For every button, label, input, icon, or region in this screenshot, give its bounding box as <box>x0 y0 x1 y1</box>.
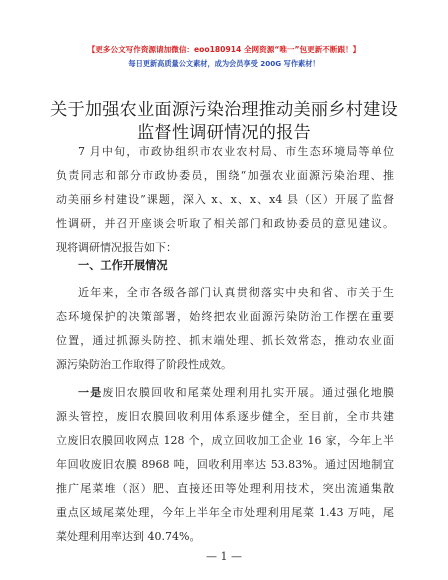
section1-para2-line-5: 推广尾菜堆（沤）肥、直接还田等处理利用技术，突出流通集散 <box>56 482 394 495</box>
section1-para1-line-2: 态环境保护的决策部署，始终把农业面源污染防治工作摆在重要 <box>56 310 394 323</box>
promo-banner-line-1: 【更多公文写作资源请加微信：eoo180914 全网资源“唯一”包更新不断跟！】 <box>87 45 361 54</box>
intro-line-2: 负责同志和部分市政协委员，围绕“加强农业面源污染治理、推 <box>56 169 394 182</box>
page-number: — 1 — <box>206 550 242 563</box>
document-title-line-2: 监督性调研情况的报告 <box>137 123 311 143</box>
section1-para2-line-4: 年回收废旧农膜 8968 吨，回收利用率达 53.83%。通过因地制宜 <box>56 458 394 471</box>
document-title-line-1: 关于加强农业面源污染治理推动美丽乡村建设 <box>50 100 398 120</box>
section-heading-1: 一、工作开展情况 <box>78 259 168 272</box>
section1-para1-line-3: 位置，通过抓源头防控、抓末端处理、抓长效常态，推动农业面 <box>56 334 394 347</box>
section1-para2-line-3: 立废旧农膜回收网点 128 个，成立回收加工企业 16 家，今年上半 <box>56 434 394 447</box>
section1-para1-line-4: 源污染防治工作取得了阶段性成效。 <box>56 358 232 371</box>
intro-line-4: 性调研，并召开座谈会听取了相关部门和政协委员的意见建议。 <box>56 217 394 230</box>
section1-para2-line-1 <box>56 381 394 405</box>
section1-para2-line-2: 源头管控，废旧农膜回收利用体系逐步健全，至目前，全市共建 <box>56 410 394 423</box>
para-lead-marker: 一是 <box>78 386 103 399</box>
section1-para1-line-1: 近年来，全市各级各部门认真贯彻落实中央和省、市关于生 <box>78 286 394 299</box>
section1-para2-line-6: 重点区域尾菜处理，今年上半年全市处理利用尾菜 1.43 万吨，尾 <box>56 506 394 519</box>
intro-line-5: 现将调研情况报告如下： <box>56 241 177 254</box>
section1-para2-line-1-text: 废旧农膜回收和尾菜处理利用扎实开展。通过强化地膜 <box>102 386 395 399</box>
section1-para2-line-7: 菜处理利用率达到 40.74%。 <box>56 530 201 543</box>
intro-line-1: 7 月中旬，市政协组织市农业农村局、市生态环境局等单位 <box>78 145 394 158</box>
promo-banner-line-2: 每日更新高质量公文素材，成为会员享受 200G 写作素材！ <box>128 59 320 68</box>
intro-line-3: 动美丽乡村建设”课题，深入 x、x、x、x4 县（区）开展了监督 <box>56 193 394 206</box>
